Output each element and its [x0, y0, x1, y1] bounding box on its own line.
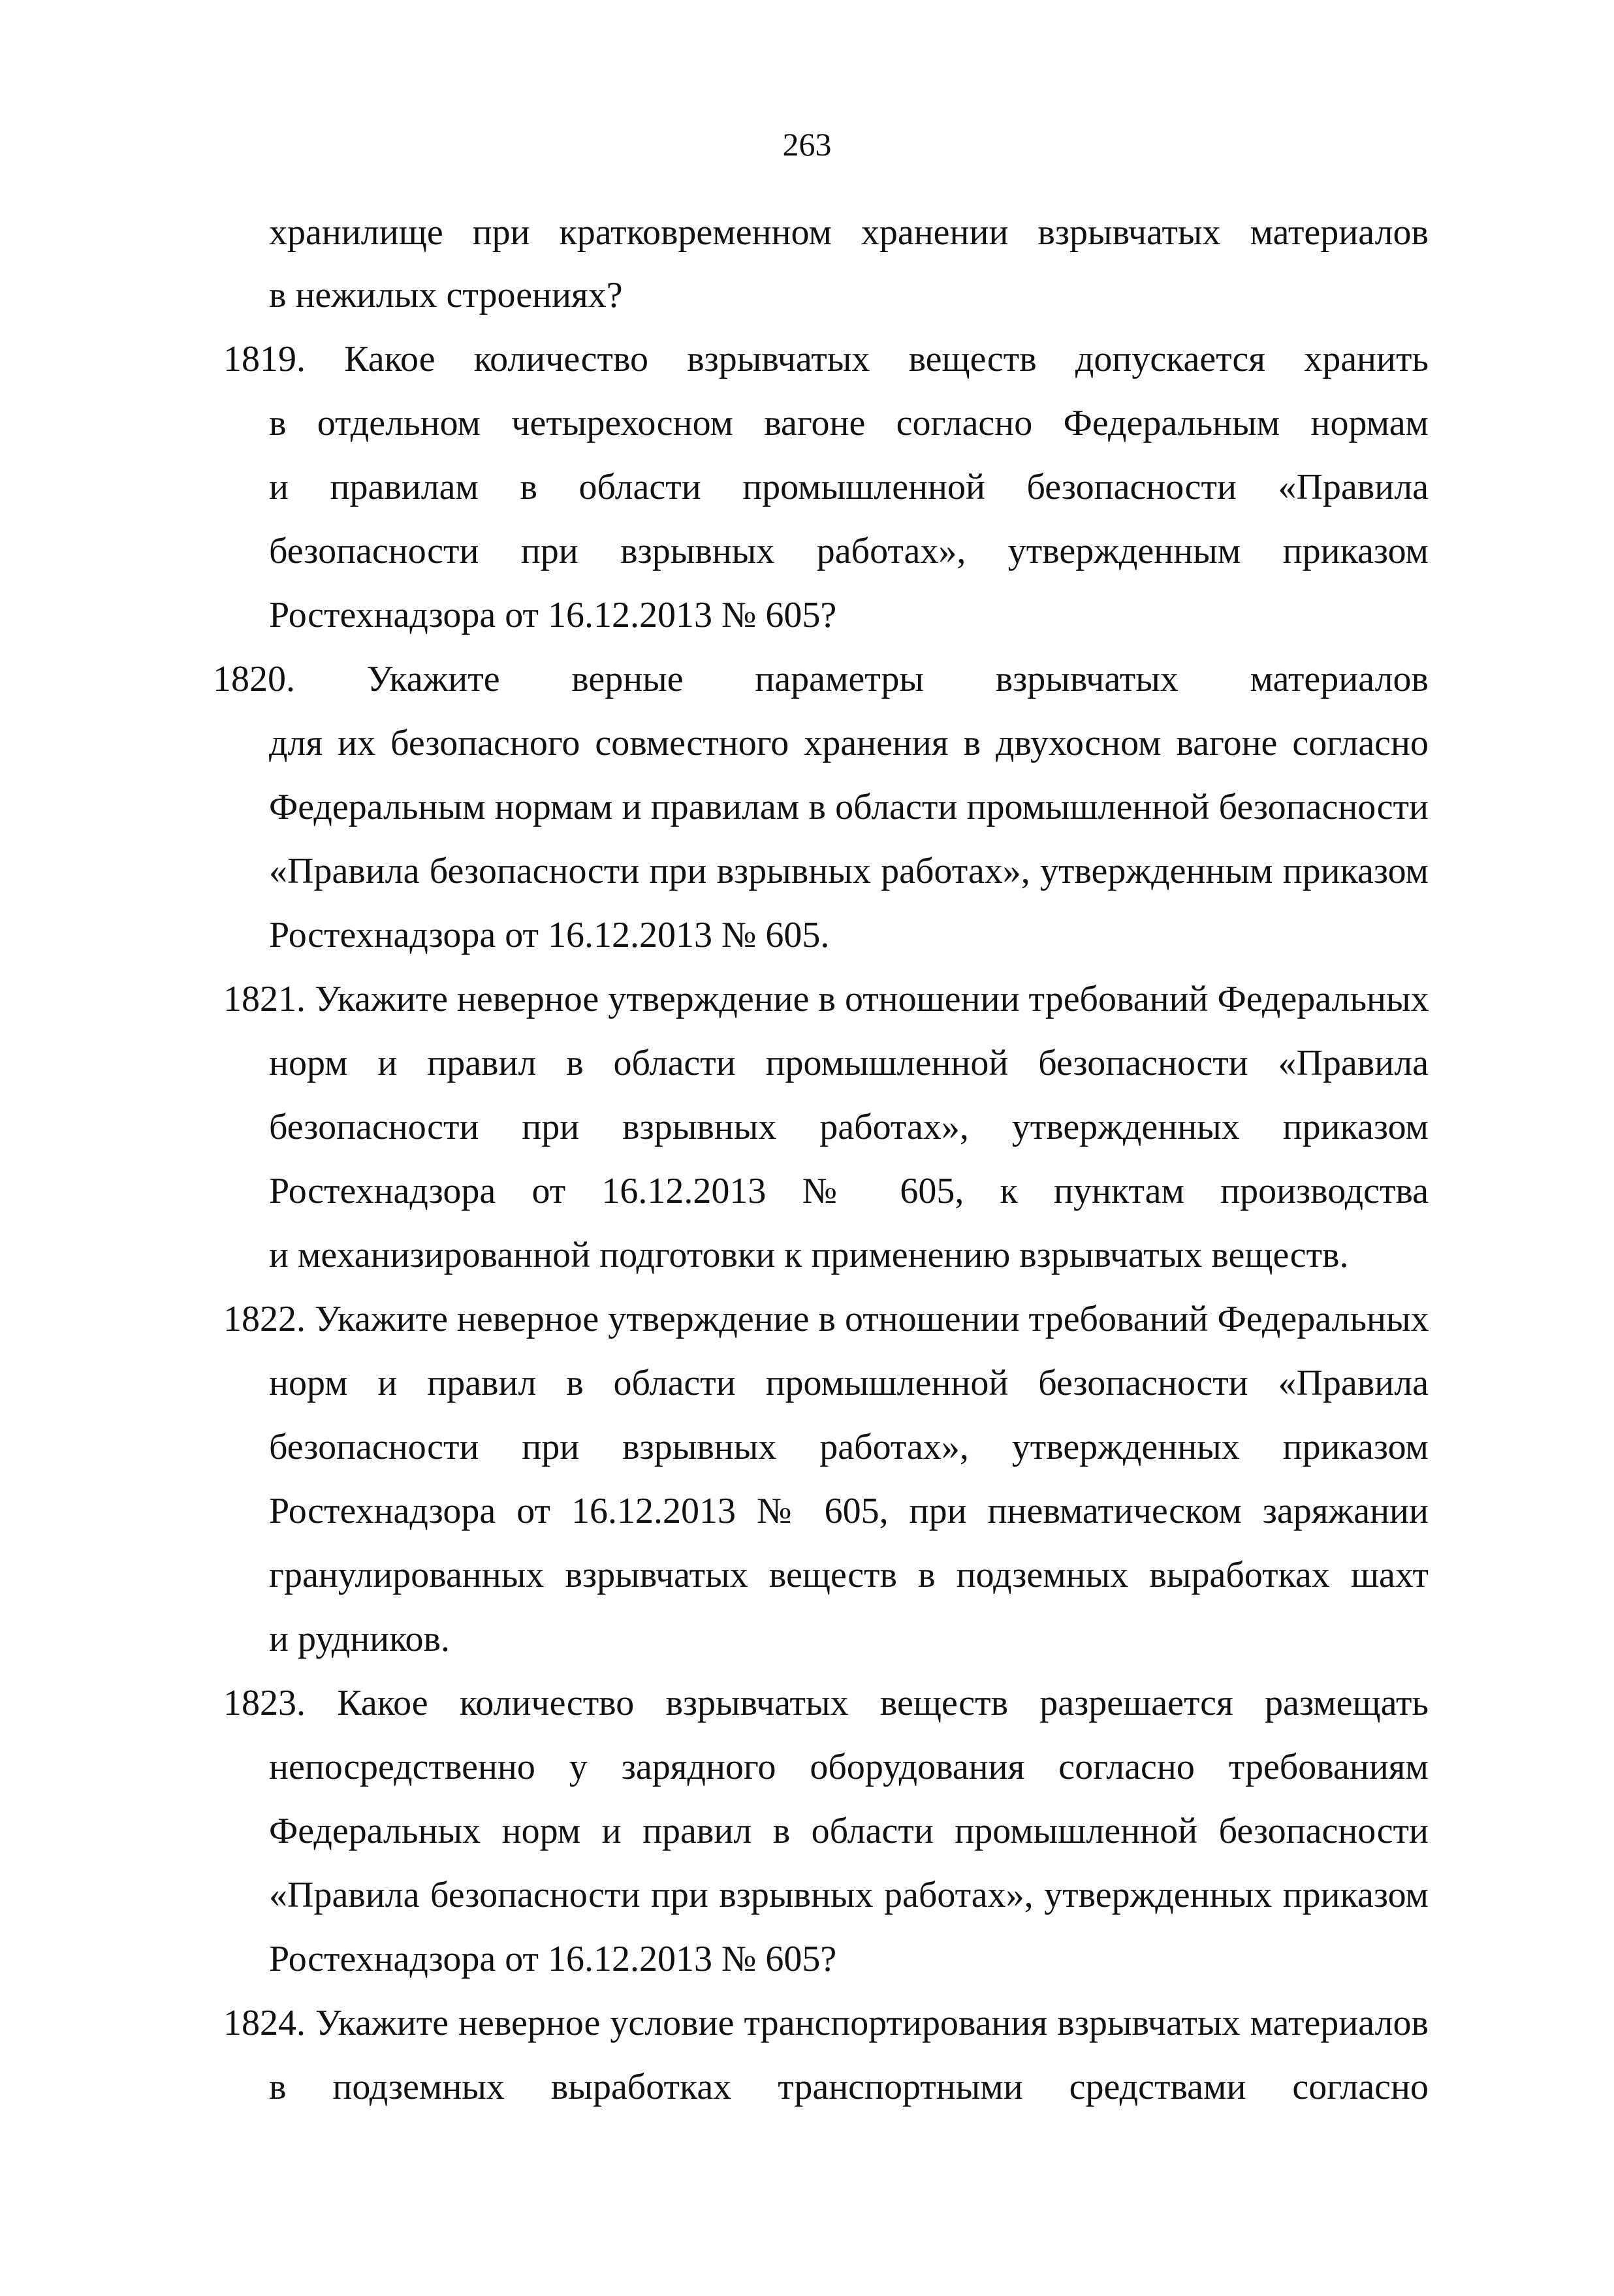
- text-line: непосредственно у зарядного оборудования согласно требованиям: [269, 1747, 1429, 1787]
- text-line: гранулированных взрывчатых веществ в подземных выработках шахт: [269, 1555, 1429, 1595]
- text-line: Ростехнадзора от 16.12.2013 № 605, к пунктам производства: [269, 1171, 1429, 1211]
- question-1822-line: 1822. Укажите неверное утверждение в отношении требований Федеральных: [223, 1299, 1429, 1339]
- text-line: Федеральных норм и правил в области промышленной безопасности: [269, 1811, 1429, 1851]
- question-1820-line: 1820. Укажите верные параметры взрывчатых материалов: [213, 659, 1429, 699]
- text-line: безопасности при взрывных работах», утвержденных приказом: [269, 1427, 1429, 1467]
- question-1821-line: 1821. Укажите неверное утверждение в отношении требований Федеральных: [223, 979, 1429, 1019]
- text-line: и рудников.: [269, 1619, 450, 1659]
- text-line: в подземных выработках транспортными средствами согласно: [269, 2067, 1429, 2107]
- question-1819-line: 1819. Какое количество взрывчатых веществ допускается хранить: [223, 339, 1429, 379]
- text-line: безопасности при взрывных работах», утвержденных приказом: [269, 1107, 1429, 1147]
- text-line: «Правила безопасности при взрывных работах», утвержденным приказом: [269, 851, 1429, 891]
- question-1824-line: 1824. Укажите неверное условие транспортирования взрывчатых материалов: [223, 2003, 1429, 2043]
- text-line: для их безопасного совместного хранения в двухосном вагоне согласно: [269, 723, 1429, 763]
- text-line: Ростехнадзора от 16.12.2013 № 605.: [269, 915, 830, 955]
- text-line: в нежилых строениях?: [269, 275, 623, 315]
- text-line: норм и правил в области промышленной безопасности «Правила: [269, 1043, 1429, 1083]
- text-line: Ростехнадзора от 16.12.2013 № 605?: [269, 595, 837, 635]
- question-1823-line: 1823. Какое количество взрывчатых веществ разрешается размещать: [223, 1683, 1429, 1723]
- text-line: и правилам в области промышленной безопасности «Правила: [269, 467, 1429, 507]
- page-number: 263: [782, 126, 832, 163]
- text-line: Ростехнадзора от 16.12.2013 № 605, при пневматическом заряжании: [269, 1491, 1429, 1531]
- text-line: хранилище при кратковременном хранении взрывчатых материалов: [269, 212, 1429, 253]
- text-line: безопасности при взрывных работах», утвержденным приказом: [269, 531, 1429, 571]
- text-line: Ростехнадзора от 16.12.2013 № 605?: [269, 1939, 837, 1979]
- text-line: в отдельном четырехосном вагоне согласно Федеральным нормам: [269, 403, 1429, 443]
- text-line: и механизированной подготовки к применению взрывчатых веществ.: [269, 1235, 1349, 1275]
- text-line: «Правила безопасности при взрывных работах», утвержденных приказом: [269, 1875, 1429, 1915]
- text-line: норм и правил в области промышленной безопасности «Правила: [269, 1363, 1429, 1403]
- text-line: Федеральным нормам и правилам в области промышленной безопасности: [269, 787, 1429, 827]
